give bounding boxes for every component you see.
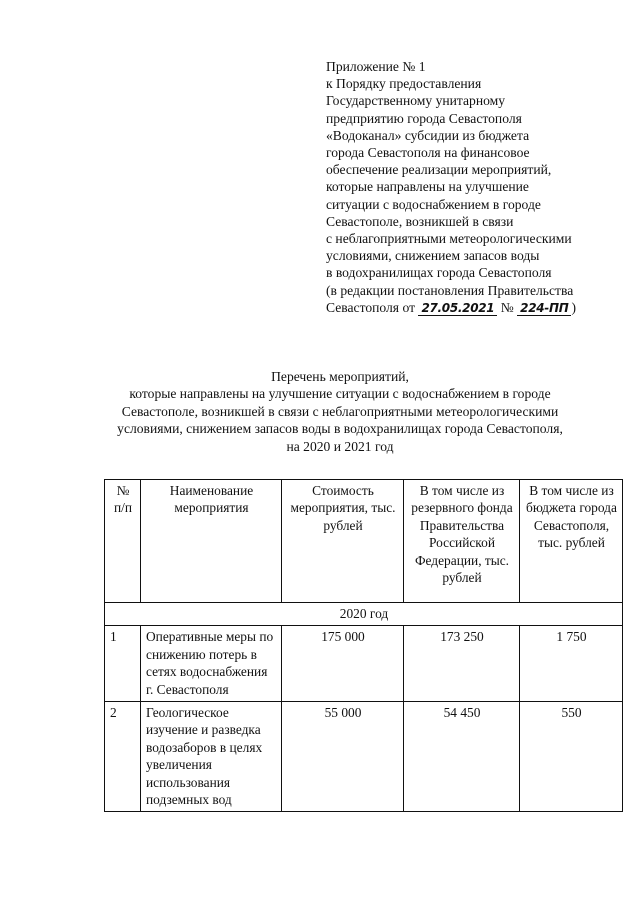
appendix-line: обеспечение реализации мероприятий,	[326, 162, 552, 178]
appendix-line: к Порядку предоставления	[326, 76, 482, 92]
row-name: Геологическое изучение и разведка водозаборов в целях увеличения использования подземных вод	[141, 702, 282, 812]
header-federal: В том числе из резервного фонда Правительства Российской Федерации, тыс. рублей	[404, 480, 520, 603]
closing-paren: )	[571, 299, 577, 315]
appendix-block	[326, 58, 626, 316]
table-row	[105, 702, 623, 812]
row-city: 1 750	[520, 626, 623, 702]
header-num: № п/п	[105, 480, 141, 603]
appendix-line: «Водоканал» субсидии из бюджета	[326, 127, 530, 143]
row-num: 1	[105, 626, 141, 702]
header-cost: Стоимость мероприятия, тыс. рублей	[282, 480, 404, 603]
row-cost: 55 000	[282, 702, 404, 812]
number-sign: №	[500, 299, 514, 315]
appendix-line: Государственному унитарному	[326, 93, 506, 109]
row-cost: 175 000	[282, 626, 404, 702]
handwritten-number: 224-ПП	[517, 301, 571, 316]
table-row	[105, 626, 623, 702]
title-line: условиями, снижением запасов воды в водохранилищах города Севастополя,	[117, 421, 563, 437]
row-city: 550	[520, 702, 623, 812]
row-federal: 173 250	[404, 626, 520, 702]
handwritten-date: 27.05.2021	[418, 301, 497, 316]
row-federal: 54 450	[404, 702, 520, 812]
section-year: 2020 год	[105, 603, 623, 626]
appendix-line: (в редакции постановления Правительства	[326, 282, 574, 298]
appendix-line: города Севастополя на финансовое	[326, 145, 530, 161]
row-num: 2	[105, 702, 141, 812]
appendix-line: условиями, снижением запасов воды	[326, 248, 540, 264]
appendix-line: с неблагоприятными метеорологическими	[326, 231, 572, 247]
appendix-line: предприятию города Севастополя	[326, 110, 522, 126]
appendix-line: в водохранилищах города Севастополя	[326, 265, 552, 281]
appendix-line: ситуации с водоснабжением в городе	[326, 196, 541, 212]
appendix-line: которые направлены на улучшение	[326, 179, 529, 195]
title-line: на 2020 и 2021 год	[286, 438, 394, 454]
row-name: Оперативные меры по снижению потерь в сетях водоснабжения г. Севастополя	[141, 626, 282, 702]
title-line: Перечень мероприятий,	[271, 369, 409, 384]
table-header-row	[105, 480, 623, 603]
document-title	[80, 368, 600, 455]
header-name: Наименование мероприятия	[141, 480, 282, 603]
title-line: Севастополе, возникшей в связи с неблагоприятными метеорологическими	[121, 403, 559, 419]
appendix-last-line	[326, 299, 626, 316]
appendix-last-prefix: Севастополя от	[326, 299, 416, 315]
measures-table	[104, 479, 623, 812]
header-city: В том числе из бюджета города Севастополя, тыс. рублей	[520, 480, 623, 603]
section-row	[105, 603, 623, 626]
title-line: которые направлены на улучшение ситуации с водоснабжением в городе	[129, 386, 551, 402]
appendix-line: Приложение № 1	[326, 59, 426, 74]
appendix-line: Севастополе, возникшей в связи	[326, 213, 514, 229]
